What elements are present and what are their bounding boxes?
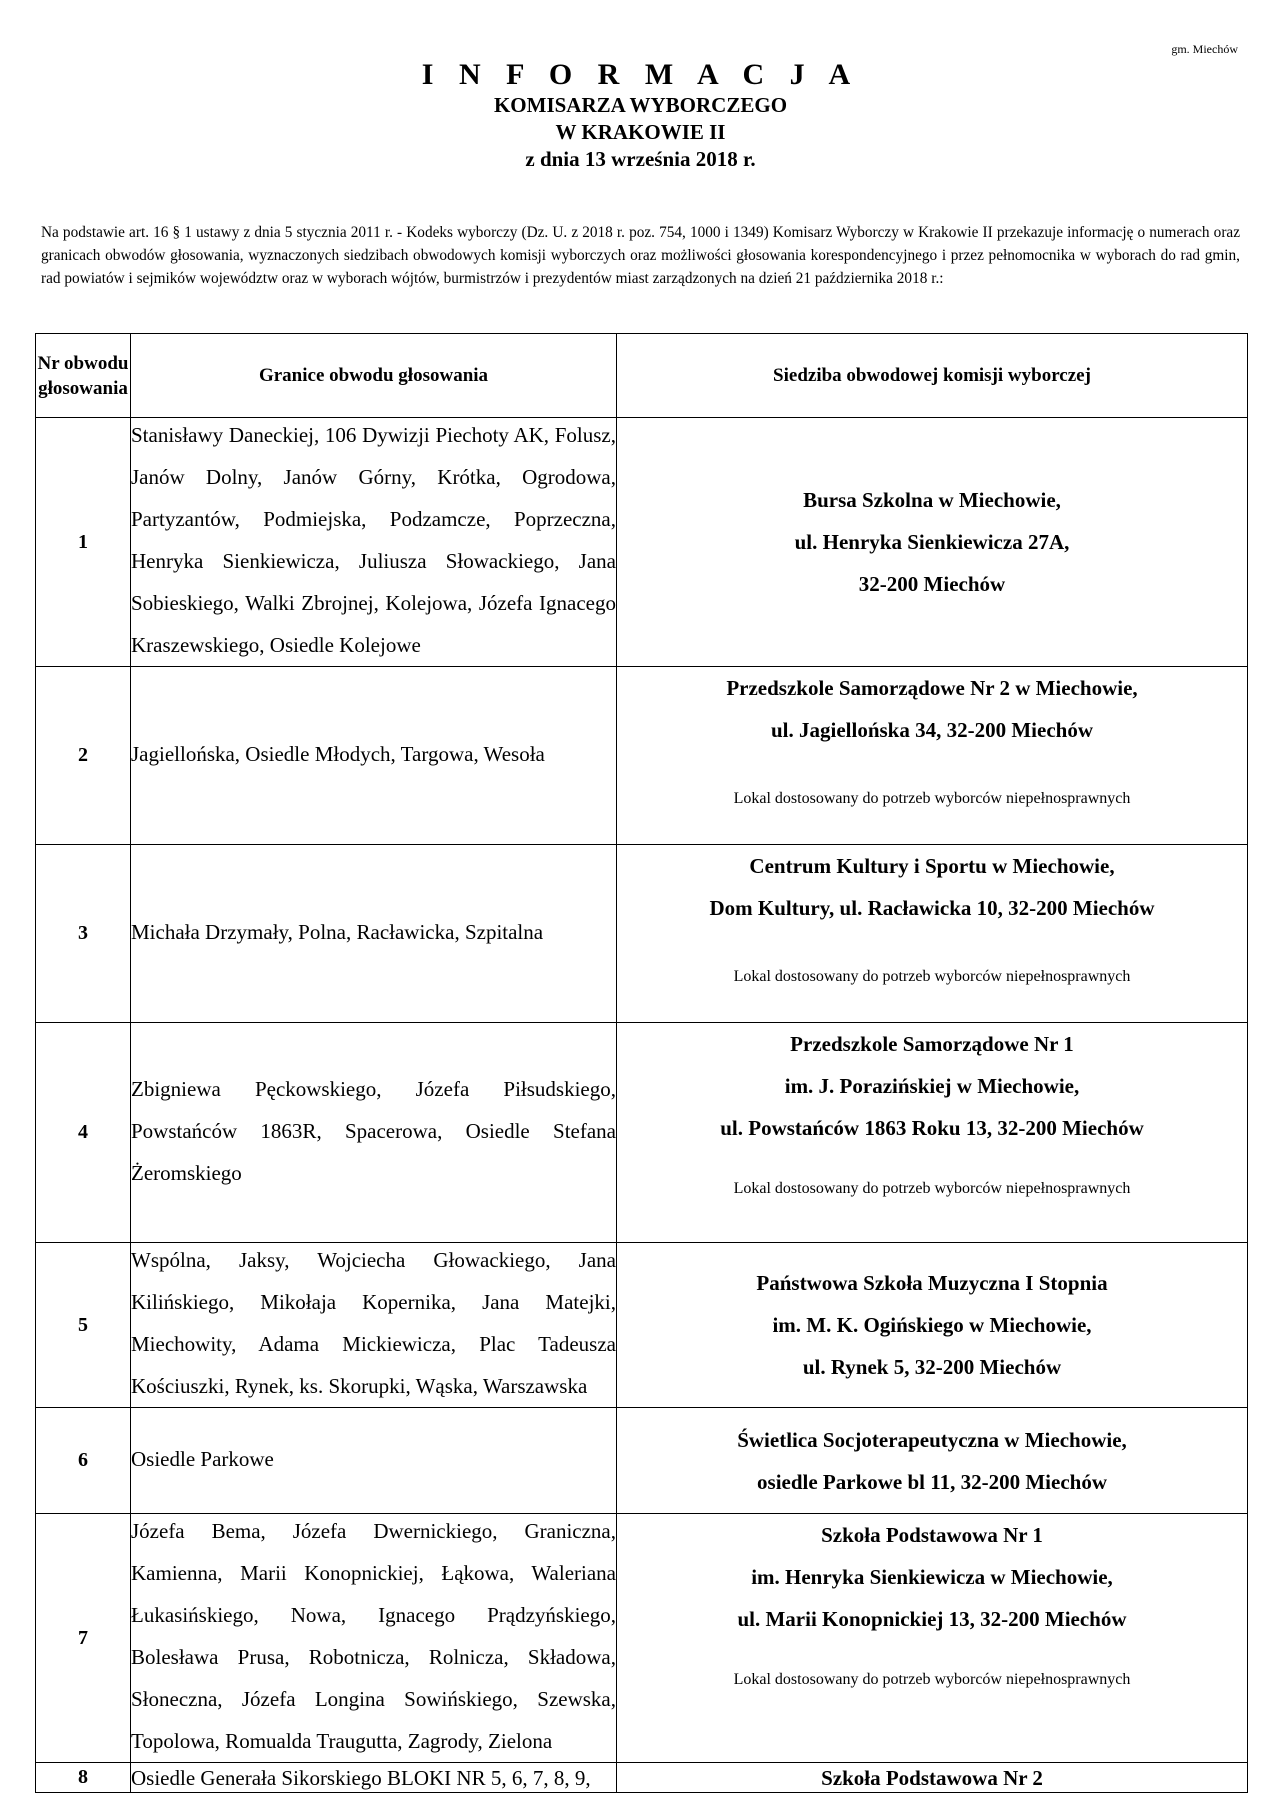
district-bounds <box>131 667 617 845</box>
commission-seat <box>617 1408 1248 1514</box>
accessibility-note: Lokal dostosowany do potrzeb wyborców niepełnosprawnych <box>733 1671 1131 1688</box>
district-number: 2 <box>36 667 131 845</box>
table-row <box>36 667 1248 845</box>
seat-line: ul. Jagiellońska 34, 32-200 Miechów <box>770 718 1093 742</box>
header-number: Nr obwodu głosowania <box>36 334 131 418</box>
district-bounds <box>131 1408 617 1514</box>
district-number: 6 <box>36 1408 131 1514</box>
district-number: 4 <box>36 1023 131 1243</box>
district-bounds-text: Jagiellońska, Osiedle Młodych, Targowa, Wesoła <box>131 741 545 766</box>
document-header <box>0 58 1281 173</box>
seat-line: Szkoła Podstawowa Nr 2 <box>821 1765 1043 1790</box>
header-bounds: Granice obwodu głosowania <box>131 334 617 418</box>
municipality-label: gm. Miechów <box>1171 42 1238 56</box>
district-bounds-text: Wspólna, Jaksy, Wojciecha Głowackiego, Jana Kilińskiego, Mikołaja Kopernika, Jana Matejki, Miechowity, Adama Mickiewicza, Plac Tadeusza Kościuszki, Rynek, ks. Skorupki, Wąska, Warszawska <box>131 1248 616 1398</box>
document-title: I N F O R M A C J A <box>421 58 860 91</box>
header-seat: Siedziba obwodowej komisji wyborczej <box>617 334 1248 418</box>
accessibility-note: Lokal dostosowany do potrzeb wyborców niepełnosprawnych <box>733 1180 1131 1197</box>
district-bounds <box>131 1763 617 1793</box>
districts-table <box>35 333 1248 1793</box>
seat-line: ul. Powstańców 1863 Roku 13, 32-200 Miechów <box>720 1116 1144 1140</box>
table-row <box>36 418 1248 667</box>
issuer-line-2: W KRAKOWIE II <box>555 120 726 144</box>
seat-line: Przedszkole Samorządowe Nr 1 <box>790 1032 1074 1056</box>
district-bounds <box>131 1514 617 1763</box>
district-number: 1 <box>36 418 131 667</box>
table-row <box>36 1243 1248 1408</box>
document-date: z dnia 13 września 2018 r. <box>525 147 756 171</box>
district-bounds-text: Stanisławy Daneckiej, 106 Dywizji Piechoty AK, Folusz, Janów Dolny, Janów Górny, Krótka, Ogrodowa, Partyzantów, Podmiejska, Podzamcze, Poprzeczna, Henryka Sienkiewicza, Juliusza Słowackiego, Jana Sobieskiego, Walki Zbrojnej, Kolejowa, Józefa Ignacego Kraszewskiego, Osiedle Kolejowe <box>131 423 616 657</box>
district-bounds <box>131 418 617 667</box>
seat-line: Świetlica Socjoterapeutyczna w Miechowie, <box>737 1427 1127 1452</box>
district-bounds <box>131 1023 617 1243</box>
table-row <box>36 1763 1248 1793</box>
issuer-line-1: KOMISARZA WYBORCZEGO <box>493 93 788 117</box>
commission-seat <box>617 845 1248 1023</box>
seat-line: ul. Henryka Sienkiewicza 27A, <box>794 530 1070 554</box>
commission-seat <box>617 1514 1248 1763</box>
seat-line: Bursa Szkolna w Miechowie, <box>803 488 1061 512</box>
seat-line: im. J. Porazińskiej w Miechowie, <box>784 1074 1080 1098</box>
intro-paragraph: Na podstawie art. 16 § 1 ustawy z dnia 5 stycznia 2011 r. - Kodeks wyborczy (Dz. U. z 2018 r. poz. 754, 1000 i 1349) Komisarz Wyborczy w Krakowie II przekazuje informację o numerach oraz granicach obwodów głosowania, wyznaczonych siedzibach obwodowych komisji wyborczych oraz możliwości głosowania korespondencyjnego i przez pełnomocnika w wyborach do rad gmin, rad powiatów i sejmików województw oraz w wyborach wójtów, burmistrzów i prezydentów miast zarządzonych na dzień 21 października 2018 r.: <box>41 224 1240 287</box>
district-bounds-text: Józefa Bema, Józefa Dwernickiego, Graniczna, Kamienna, Marii Konopnickiej, Łąkowa, Waleriana Łukasińskiego, Nowa, Ignacego Prądzyńskiego, Bolesława Prusa, Robotnicza, Rolnicza, Składowa, Słoneczna, Józefa Longina Sowińskiego, Szewska, Topolowa, Romualda Traugutta, Zagrody, Zielona <box>131 1519 616 1753</box>
district-bounds <box>131 1243 617 1408</box>
seat-line: Państwowa Szkoła Muzyczna I Stopnia <box>756 1271 1108 1295</box>
commission-seat <box>617 1763 1248 1793</box>
district-number: 8 <box>36 1763 131 1793</box>
commission-seat <box>617 1243 1248 1408</box>
table-row <box>36 1408 1248 1514</box>
commission-seat <box>617 667 1248 845</box>
seat-line: Przedszkole Samorządowe Nr 2 w Miechowie, <box>726 676 1138 700</box>
seat-line: Centrum Kultury i Sportu w Miechowie, <box>749 854 1115 878</box>
seat-line: ul. Marii Konopnickiej 13, 32-200 Miechów <box>737 1607 1127 1631</box>
table-header-row <box>36 334 1248 418</box>
seat-line: 32-200 Miechów <box>858 572 1006 596</box>
district-bounds-text: Osiedle Generała Sikorskiego BLOKI NR 5, 6, 7, 8, 9, <box>131 1765 591 1790</box>
seat-line: Dom Kultury, ul. Racławicka 10, 32-200 Miechów <box>709 896 1155 920</box>
seat-line: ul. Rynek 5, 32-200 Miechów <box>802 1355 1062 1379</box>
district-bounds-text: Michała Drzymały, Polna, Racławicka, Szpitalna <box>131 919 544 944</box>
table-row <box>36 1514 1248 1763</box>
table-row <box>36 845 1248 1023</box>
district-number: 7 <box>36 1514 131 1763</box>
seat-line: im. Henryka Sienkiewicza w Miechowie, <box>751 1565 1113 1589</box>
commission-seat <box>617 418 1248 667</box>
seat-line: im. M. K. Ogińskiego w Miechowie, <box>772 1313 1092 1337</box>
district-bounds-text: Zbigniewa Pęckowskiego, Józefa Piłsudskiego, Powstańców 1863R, Spacerowa, Osiedle Stefana Żeromskiego <box>131 1076 616 1185</box>
table-row <box>36 1023 1248 1243</box>
district-bounds-text: Osiedle Parkowe <box>131 1446 274 1471</box>
seat-line: Szkoła Podstawowa Nr 1 <box>821 1523 1043 1547</box>
district-bounds <box>131 845 617 1023</box>
district-number: 3 <box>36 845 131 1023</box>
accessibility-note: Lokal dostosowany do potrzeb wyborców niepełnosprawnych <box>733 790 1131 807</box>
commission-seat <box>617 1023 1248 1243</box>
district-number: 5 <box>36 1243 131 1408</box>
accessibility-note: Lokal dostosowany do potrzeb wyborców niepełnosprawnych <box>733 968 1131 985</box>
seat-line: osiedle Parkowe bl 11, 32-200 Miechów <box>757 1469 1107 1494</box>
